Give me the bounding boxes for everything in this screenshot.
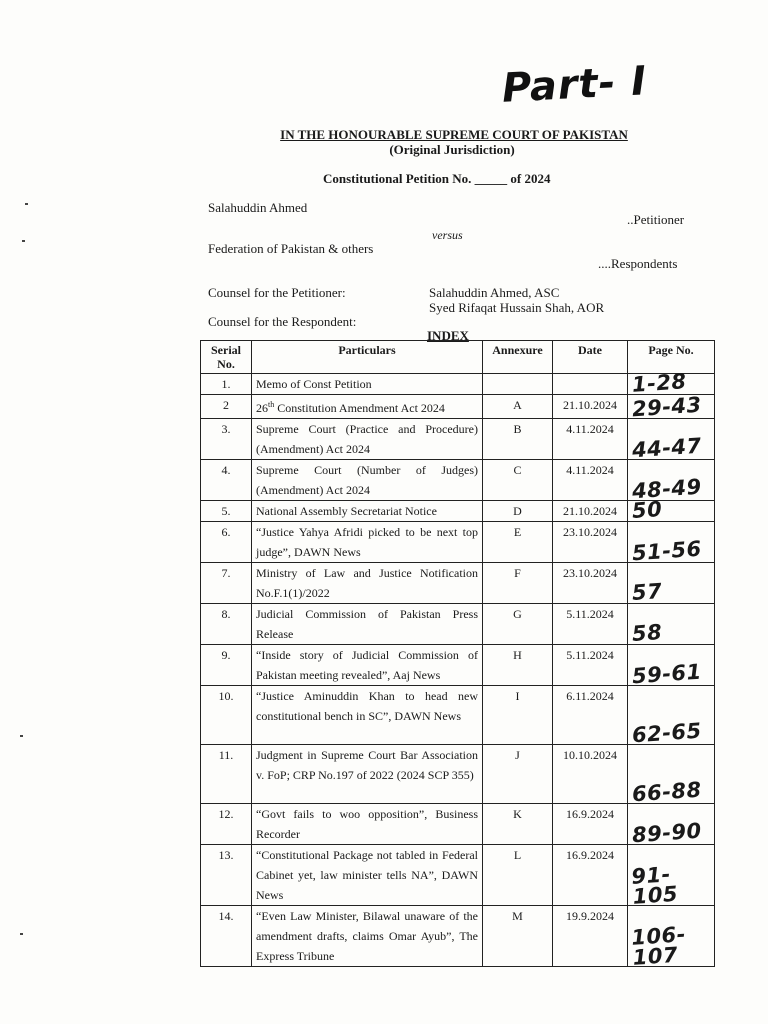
particulars-cell: Supreme Court (Practice and Procedure) (Amendment) Act 2024: [252, 419, 483, 460]
date-cell: 6.11.2024: [553, 686, 628, 745]
particulars-cell: Supreme Court (Number of Judges) (Amendment) Act 2024: [252, 460, 483, 501]
index-table: [200, 340, 715, 970]
page-cell: [628, 460, 715, 504]
handwritten-page-number: 44-47: [631, 433, 703, 463]
petition-number: Constitutional Petition No. _____ of 2024: [323, 171, 551, 186]
date-cell: 5.11.2024: [553, 604, 628, 645]
header-particulars: Particulars: [252, 341, 483, 374]
page-cell: [628, 522, 715, 566]
table-row: [201, 845, 715, 906]
particulars-cell: National Assembly Secretariat Notice: [252, 501, 483, 522]
particulars-cell: “Justice Aminuddin Khan to head new constitutional bench in SC”, DAWN News: [252, 686, 483, 745]
respondent-counsel-label: Counsel for the Respondent:: [208, 314, 357, 329]
particulars-cell: Judicial Commission of Pakistan Press Release: [252, 604, 483, 645]
serial-cell: 4.: [201, 460, 252, 501]
serial-cell: 5.: [201, 501, 252, 522]
handwritten-page-number: 51-56: [631, 536, 703, 566]
serial-cell: 10.: [201, 686, 252, 745]
petitioner-counsel-1: Salahuddin Ahmed, ASC: [429, 285, 560, 300]
date-cell: 10.10.2024: [553, 745, 628, 804]
page-cell: [628, 496, 715, 524]
page-cell: [628, 906, 715, 970]
scan-speck: [22, 240, 25, 242]
annexure-cell: I: [483, 686, 553, 745]
page-cell: [628, 686, 715, 748]
particulars-cell: “Constitutional Package not tabled in Federal Cabinet yet, law minister tells NA”, DAWN News: [252, 845, 483, 906]
page-cell: [628, 604, 715, 645]
table-row: [201, 804, 715, 845]
annexure-cell: K: [483, 804, 553, 845]
page-cell: [628, 563, 715, 604]
particulars-cell: “Justice Yahya Afridi picked to be next top judge”, DAWN News: [252, 522, 483, 563]
handwritten-page-number: 57: [631, 578, 664, 606]
page-cell: [628, 419, 715, 463]
table-row: [201, 645, 715, 686]
table-row: [201, 563, 715, 604]
date-cell: 19.9.2024: [553, 906, 628, 967]
annexure-cell: M: [483, 906, 553, 967]
table-row: [201, 906, 715, 967]
table-row: [201, 419, 715, 460]
page-cell: [628, 369, 715, 397]
date-cell: 21.10.2024: [553, 501, 628, 522]
serial-cell: 9.: [201, 645, 252, 686]
handwritten-page-number: 91-105: [630, 862, 679, 909]
handwritten-page-number: 58: [631, 619, 664, 647]
annexure-cell: C: [483, 460, 553, 501]
petitioner-counsel-label: Counsel for the Petitioner:: [208, 285, 346, 300]
page-cell: [628, 392, 715, 422]
versus-text: versus: [432, 228, 463, 242]
annexure-cell: L: [483, 845, 553, 906]
date-cell: 16.9.2024: [553, 804, 628, 845]
handwritten-page-number: 106-107: [630, 922, 687, 970]
serial-cell: 14.: [201, 906, 252, 967]
index-header-row: [201, 341, 715, 374]
serial-cell: 7.: [201, 563, 252, 604]
table-row: [201, 745, 715, 804]
serial-cell: 8.: [201, 604, 252, 645]
scan-speck: [25, 203, 28, 205]
page-cell: [628, 645, 715, 689]
serial-cell: 12.: [201, 804, 252, 845]
court-title: IN THE HONOURABLE SUPREME COURT OF PAKISTAN: [280, 127, 628, 142]
annexure-cell: D: [483, 501, 553, 522]
annexure-cell: A: [483, 395, 553, 419]
serial-cell: 6.: [201, 522, 252, 563]
table-row: [201, 604, 715, 645]
scan-speck: [20, 735, 23, 737]
header-date: Date: [553, 341, 628, 374]
jurisdiction-subtitle: (Original Jurisdiction): [389, 142, 515, 157]
table-row: [201, 374, 715, 395]
serial-cell: 11.: [201, 745, 252, 804]
annexure-cell: H: [483, 645, 553, 686]
header-page: Page No.: [628, 341, 715, 374]
date-cell: 23.10.2024: [553, 522, 628, 563]
header-serial: Serial No.: [201, 341, 252, 374]
page-cell: [628, 745, 715, 807]
scan-speck: [20, 933, 23, 935]
serial-cell: 1.: [201, 374, 252, 395]
handwritten-part-label: Part- I: [500, 58, 649, 112]
date-cell: 5.11.2024: [553, 645, 628, 686]
date-cell: 21.10.2024: [553, 395, 628, 419]
handwritten-page-number: 48-49: [631, 474, 703, 504]
handwritten-page-number: 66-88: [631, 777, 703, 807]
date-cell: 4.11.2024: [553, 460, 628, 501]
annexure-cell: B: [483, 419, 553, 460]
particulars-cell: “Even Law Minister, Bilawal unaware of the amendment drafts, claims Omar Ayub”, The Express Tribune: [252, 906, 483, 967]
serial-cell: 13.: [201, 845, 252, 906]
particulars-cell: Ministry of Law and Justice Notification No.F.1(1)/2022: [252, 563, 483, 604]
handwritten-page-number: 89-90: [631, 818, 703, 848]
page-cell: [628, 804, 715, 848]
handwritten-page-number: 59-61: [631, 659, 703, 689]
petitioner-counsel-2: Syed Rifaqat Hussain Shah, AOR: [429, 300, 605, 315]
annexure-cell: J: [483, 745, 553, 804]
particulars-cell: Judgment in Supreme Court Bar Association v. FoP; CRP No.197 of 2022 (2024 SCP 355): [252, 745, 483, 804]
petitioner-name: Salahuddin Ahmed: [208, 200, 308, 215]
particulars-cell: “Inside story of Judicial Commission of Pakistan meeting revealed”, Aaj News: [252, 645, 483, 686]
annexure-cell: G: [483, 604, 553, 645]
handwritten-page-number: 1-28: [631, 369, 688, 397]
handwritten-page-number: 29-43: [631, 392, 703, 422]
date-cell: [553, 374, 628, 395]
annexure-cell: F: [483, 563, 553, 604]
page-cell: [628, 845, 715, 909]
respondent-role: ....Respondents: [598, 256, 678, 271]
handwritten-page-number: 50: [631, 496, 664, 524]
table-row: [201, 686, 715, 745]
table-row: [201, 395, 715, 419]
respondent-name: Federation of Pakistan & others: [208, 241, 374, 256]
particulars-cell: “Govt fails to woo opposition”, Business Recorder: [252, 804, 483, 845]
serial-cell: 3.: [201, 419, 252, 460]
annexure-cell: [483, 374, 553, 395]
date-cell: 23.10.2024: [553, 563, 628, 604]
petitioner-role: ..Petitioner: [627, 212, 685, 227]
handwritten-page-number: 62-65: [631, 718, 703, 748]
table-row: [201, 522, 715, 563]
serial-cell: 2: [201, 395, 252, 419]
date-cell: 16.9.2024: [553, 845, 628, 906]
annexure-cell: E: [483, 522, 553, 563]
table-row: [201, 501, 715, 522]
header-annexure: Annexure: [483, 341, 553, 374]
table-row: [201, 460, 715, 501]
index-title: INDEX: [427, 328, 469, 343]
particulars-cell: 26th Constitution Amendment Act 2024: [252, 395, 483, 419]
particulars-cell: Memo of Const Petition: [252, 374, 483, 395]
date-cell: 4.11.2024: [553, 419, 628, 460]
